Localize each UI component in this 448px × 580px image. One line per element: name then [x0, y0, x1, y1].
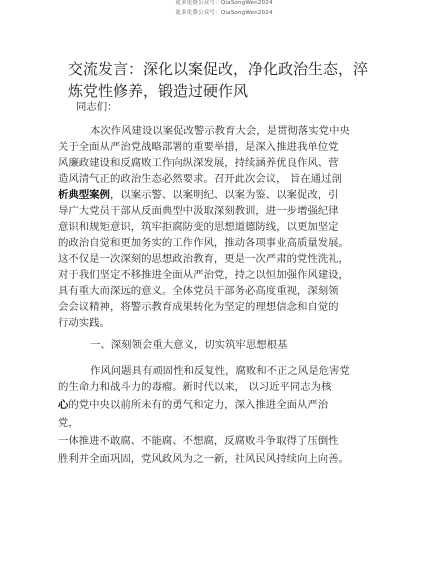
section-line: 胜利并全面巩固，党风政风为之一新，社风民风持续向上向善。	[58, 453, 349, 465]
bold-word: 心	[58, 399, 69, 411]
bold-phrase: 析典型案例	[58, 189, 110, 201]
section-line-with-bold	[58, 398, 328, 412]
section-heading: 一、深刻领会重大意义，切实筑牢思想根基	[90, 339, 288, 351]
paragraph-line: 造风清气正的政治生态必然要求。召开此次会议， 旨在通过剖	[58, 173, 342, 185]
paragraph-line: 意识和规矩意识，筑牢拒腐防变的思想道德防线，以更加坚定	[58, 221, 339, 233]
paragraph-line: 导广大党员干部从反面典型中汲取深刻教训，进一步增强纪律	[58, 205, 339, 217]
paragraph-line: 对于我们坚定不移推进全面从严治党，持之以恒加强作风建设，	[58, 269, 349, 281]
document-title	[68, 58, 388, 102]
paragraph-line-rest: ，以案示警、以案明纪、以案为鉴、以案促改，引	[109, 189, 339, 201]
watermark-line-1: 更多免费公众号：QiaSongWen2024	[175, 0, 273, 6]
title-line-1: 交流发言：深化以案促改，净化政治生态，淬	[68, 60, 369, 78]
section-line-rest: 的党中央以前所未有的勇气和定力，深入推进全面从严治	[68, 399, 329, 411]
section-line: 党，	[58, 417, 79, 429]
paragraph-line: 风廉政建设和反腐败工作向纵深发展，持续涵养优良作风、营	[58, 157, 339, 169]
paragraph-line: 具有重大而深远的意义。全体党员干部务必高度重视，深刻领	[58, 285, 339, 297]
paragraph-line: 的政治自觉和更加务实的工作作风，推动各项事业高质量发展。	[58, 237, 349, 249]
paragraph-line: 关于全面从严治党战略部署的重要举措，是深入推进我单位党	[58, 141, 339, 153]
watermark-line-2: 更多免费公众号：QiaSongWen2024	[175, 10, 273, 16]
paragraph-line: 这不仅是一次深刻的思想政治教育，更是一次严肃的党性洗礼，	[58, 253, 349, 265]
paragraph-line: 行动实践。	[58, 317, 110, 329]
section-line: 作风问题具有顽固性和反复性，腐败和不正之风是危害党	[90, 365, 350, 377]
salutation: 同志们：	[76, 101, 118, 113]
section-line: 的生命力和战斗力的毒瘤。新时代以来， 以习近平同志为核	[58, 381, 332, 393]
paragraph-line: 本次作风建设以案促改警示教育大会，是贯彻落实党中央	[90, 125, 350, 137]
paragraph-line-with-bold	[58, 188, 339, 202]
paragraph-line: 会会议精神，将警示教育成果转化为坚定的理想信念和自觉的	[58, 301, 339, 313]
title-line-2: 炼党性修养，锻造过硬作风	[68, 82, 249, 100]
section-line: 一体推进不敢腐、不能腐、不想腐，反腐败斗争取得了压倒性	[58, 435, 339, 447]
